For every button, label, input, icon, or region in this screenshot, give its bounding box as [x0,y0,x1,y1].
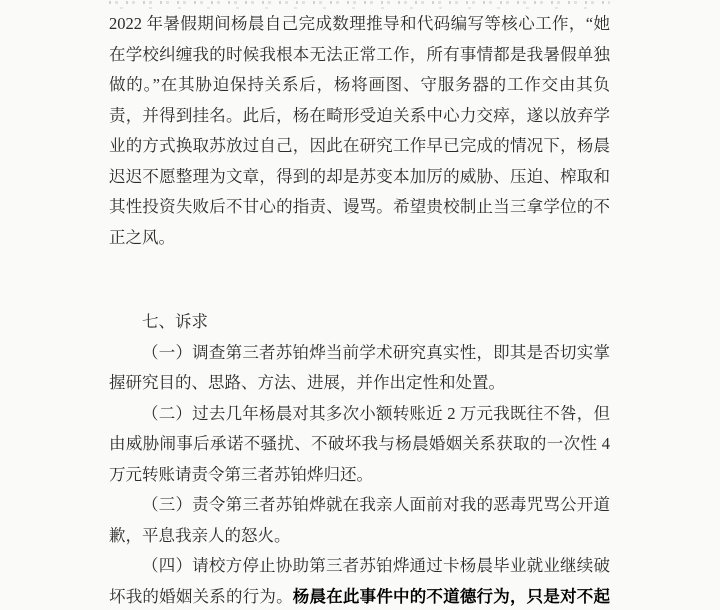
paragraph-line: 2022 年暑假期间杨晨自己完成数理推导和代码编写等核心工作，“她 [109,14,610,33]
paragraph-line: 在学校纠缠我的时候我根本无法正常工作，所有事情都是我暑假单独 [109,44,610,64]
paragraph-line: 责，并得到挂名。此后，杨在畸形受迫关系中心力交瘁，遂以放弃学 [109,105,610,125]
demand-line: 握研究目的、思路、方法、进展，并作出定性和处置。 [109,373,505,392]
bold-remark: 杨晨在此事件中的不道德行为，只是对不起 [292,586,611,606]
demand-line-regular-text: 坏我的婚姻关系的行为。 [109,586,293,606]
demand-line: 万元转账请责令第三者苏铂烨归还。 [109,464,373,484]
paragraph-line: 做的。”在其胁迫保持关系后，杨将画图、守服务器的工作交由其负 [109,75,610,94]
demand-line: （三）责令第三者苏铂烨就在我亲人面前对我的恶毒咒骂公开道 [142,495,610,514]
paragraph-line: 正之风。 [109,227,175,247]
demand-line-with-bold-remark [109,582,610,610]
paragraph-gap [109,253,610,307]
section-heading: 七、诉求 [142,312,208,331]
document-body [109,9,610,610]
demand-line: 歉，平息我亲人的怒火。 [109,525,291,545]
paragraph-line: 业的方式换取苏放过自己，因此在研究工作早已完成的情况下，杨晨 [109,136,610,155]
demand-line: （二）过去几年杨晨对其多次小额转账近 2 万元我既往不咎，但 [142,403,610,423]
demand-line: （四）请校方停止协助第三者苏铂烨通过卡杨晨毕业就业继续破 [142,556,610,575]
paragraph-line: 迟迟不愿整理为文章，得到的却是苏变本加厉的威胁、压迫、榨取和 [109,166,610,186]
demand-line: （一）调查第三者苏铂烨当前学术研究真实性，即其是否切实掌 [142,342,610,362]
paragraph-line: 其性投资失败后不甘心的指责、谩骂。希望贵校制止当三拿学位的不 [109,197,610,216]
demand-line: 由威胁闹事后承诺不骚扰、不破坏我与杨晨婚姻关系获取的一次性 4 [109,434,610,453]
